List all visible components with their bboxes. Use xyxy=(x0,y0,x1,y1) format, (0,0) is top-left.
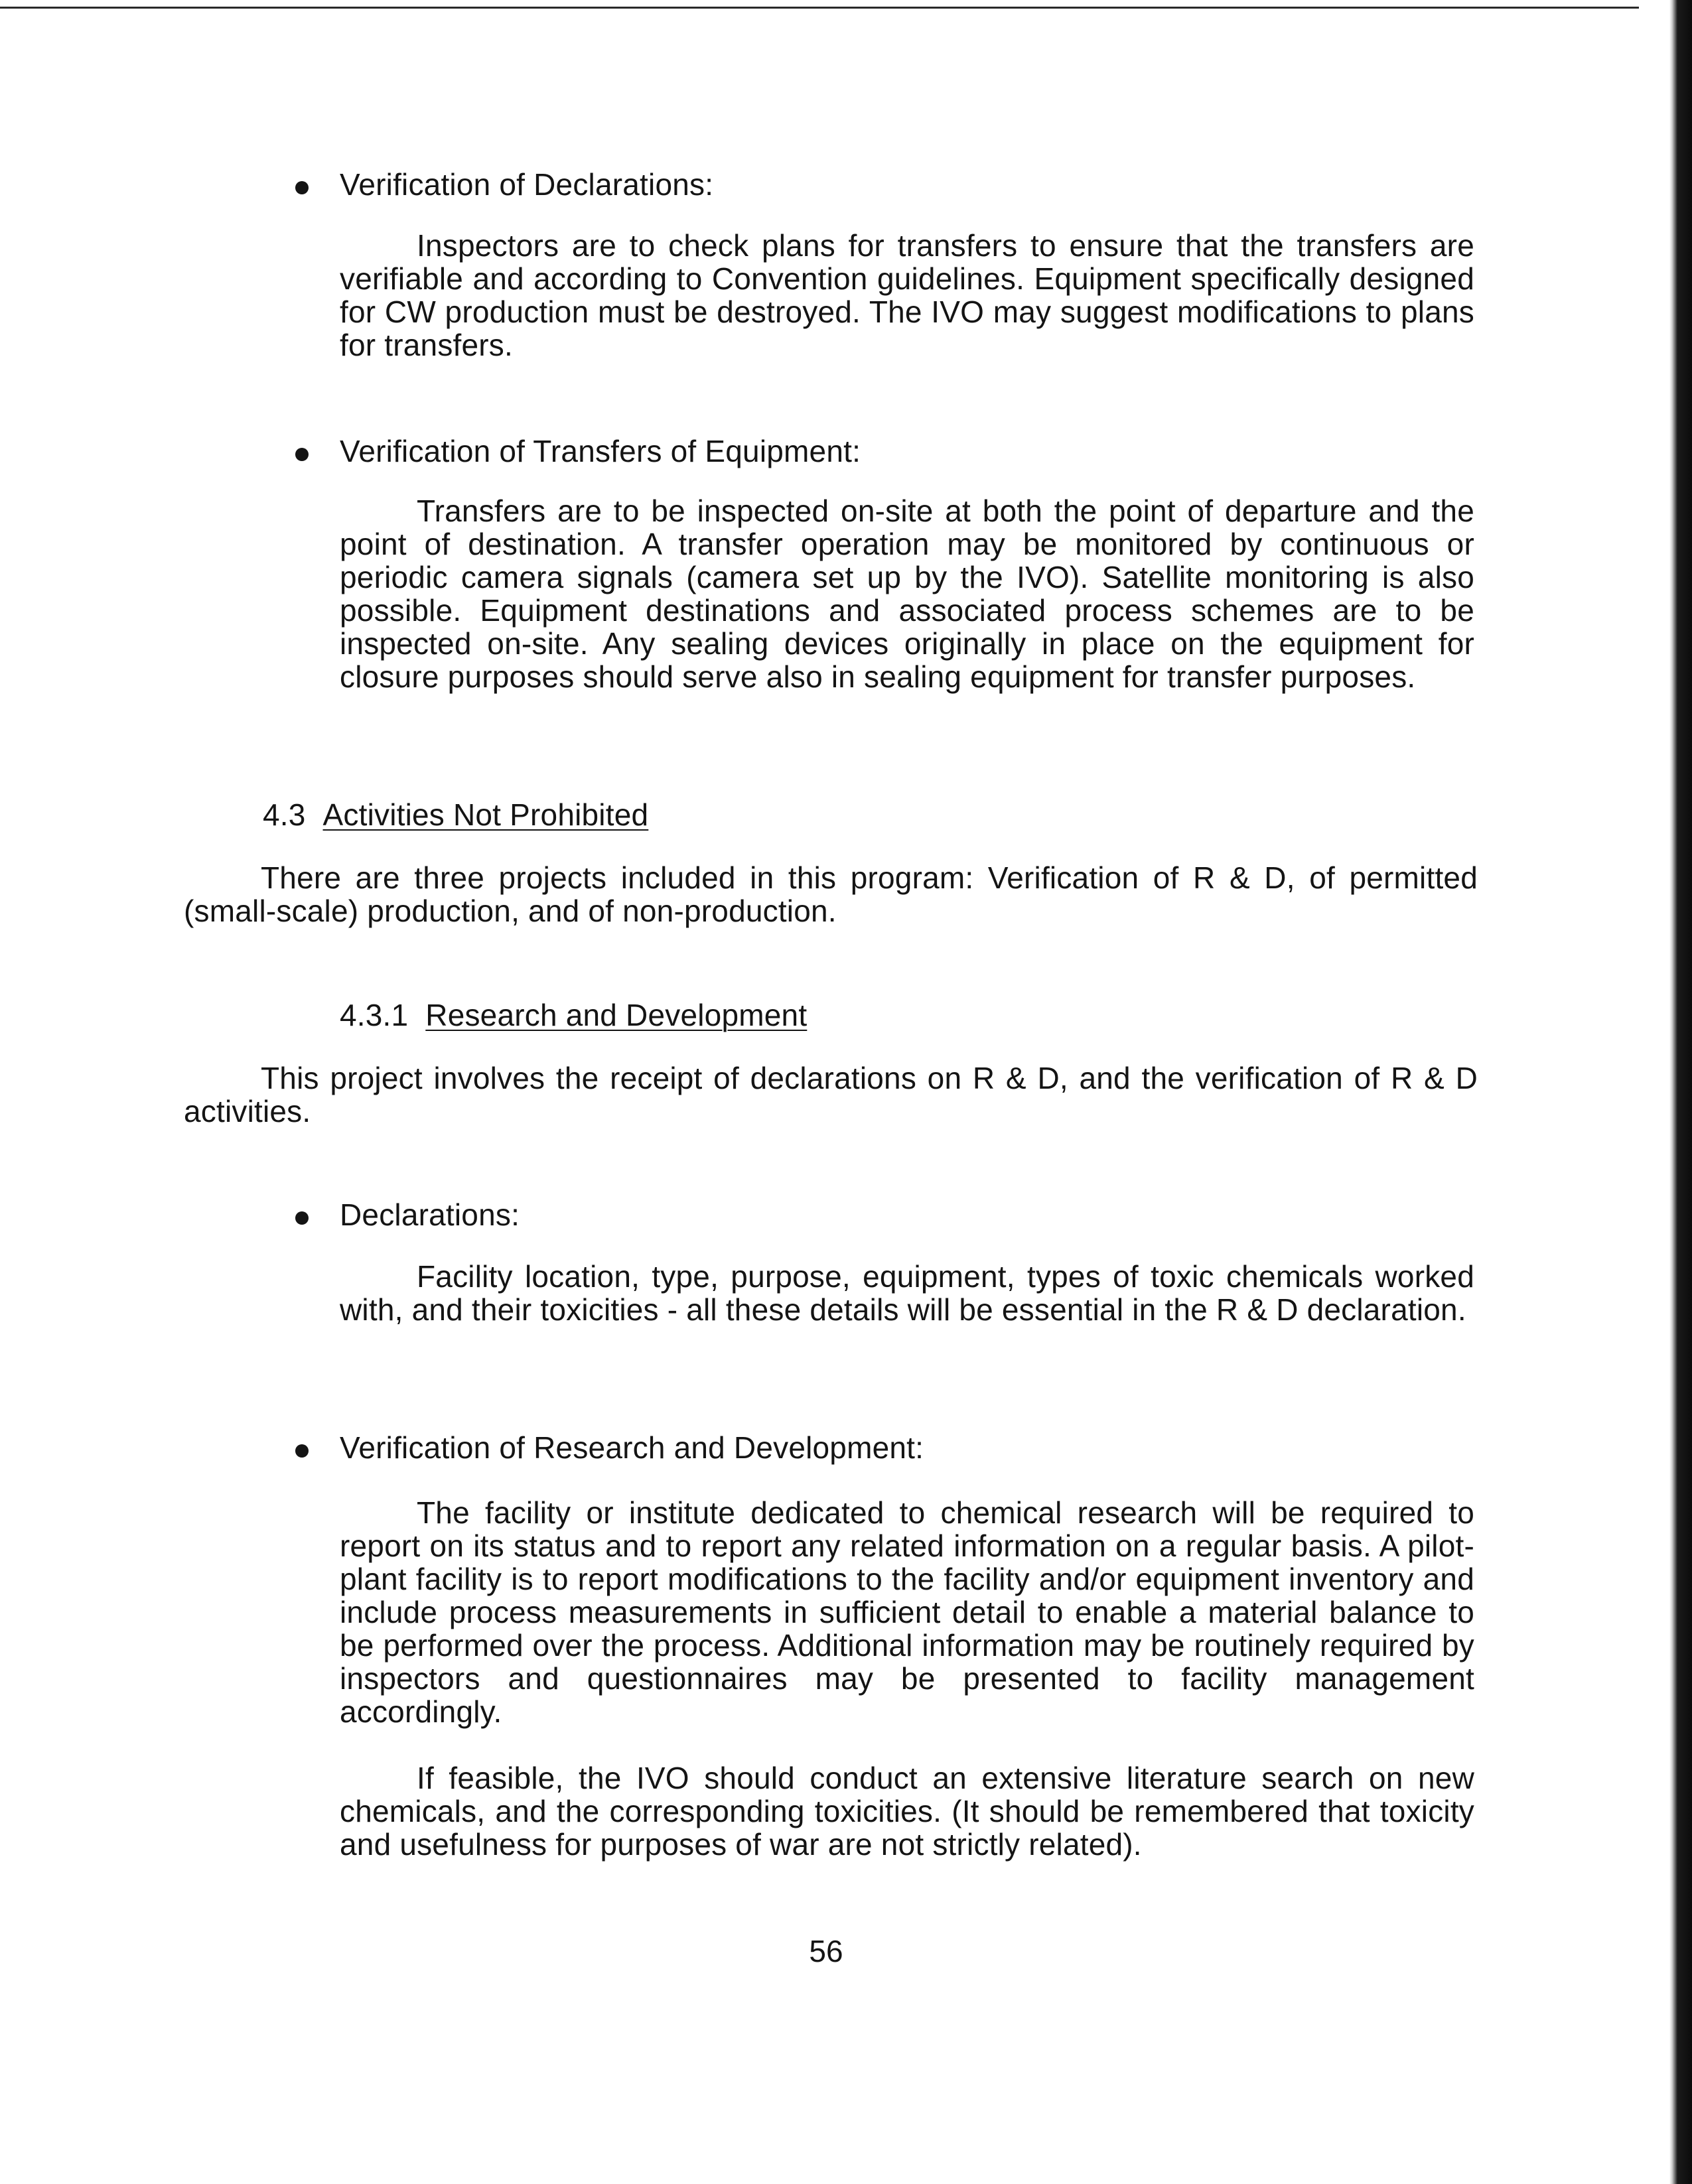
paragraph-text: Inspectors are to check plans for transfers to ensure that the transfers are verifiable and according to Convention guidelines. Equipment specifically designed for CW production must be destroyed. The IVO may suggest modifications to plans for transfers. xyxy=(340,228,1474,362)
paragraph-text: If feasible, the IVO should conduct an extensive literature search on new chemicals, and the corresponding toxicities. (It should be remembered that toxicity and usefulness for purposes of war are not strictly related). xyxy=(340,1761,1474,1862)
bullet-paragraph xyxy=(340,1260,1474,1326)
bullet-marker xyxy=(295,181,309,194)
bullet-paragraph xyxy=(340,229,1474,362)
section-title: Activities Not Prohibited xyxy=(322,797,649,832)
section-paragraph xyxy=(184,861,1478,927)
paragraph-text: There are three projects included in this program: Verification of R & D, of permitted (small-scale) production, and of non-production. xyxy=(184,860,1478,928)
subsection-heading xyxy=(340,998,807,1032)
bullet-paragraph xyxy=(340,494,1474,693)
top-rule xyxy=(0,7,1639,9)
scan-edge-shadow xyxy=(1669,0,1692,2184)
bullet-marker xyxy=(295,1211,309,1225)
section-number: 4.3 xyxy=(263,797,306,832)
paragraph-text: This project involves the receipt of declarations on R & D, and the verification of R & D activities. xyxy=(184,1061,1478,1128)
paragraph-text: The facility or institute dedicated to chemical research will be required to report on its status and to report any related information on a regular basis. A pilot-plant facility is to report modifications to the facility and/or equipment inventory and include process measurements in sufficient detail to enable a material balance to be performed over the process. Additional information may be routinely required by inspectors and questionnaires may be presented to facility management accordingly. xyxy=(340,1495,1474,1729)
subsection-number: 4.3.1 xyxy=(340,998,409,1032)
bullet-paragraph xyxy=(340,1761,1474,1861)
paragraph-text: Transfers are to be inspected on-site at both the point of departure and the point of destination. A transfer operation may be monitored by continuous or periodic camera signals (camera set up by the IVO). Satellite monitoring is also possible. Equipment destinations and associated process schemes are to be inspected on-site. Any sealing devices originally in place on the equipment for closure purposes should serve also in sealing equipment for transfer purposes. xyxy=(340,494,1474,694)
bullet-marker xyxy=(295,448,309,461)
section-paragraph xyxy=(184,1061,1478,1128)
bullet-heading: Verification of Declarations: xyxy=(340,167,714,202)
paragraph-text: Facility location, type, purpose, equipment, types of toxic chemicals worked with, and their toxicities - all these details will be essential in the R & D declaration. xyxy=(340,1259,1474,1327)
bullet-heading: Verification of Research and Development: xyxy=(340,1430,924,1465)
bullet-heading: Verification of Transfers of Equipment: xyxy=(340,434,861,468)
bullet-marker xyxy=(295,1444,309,1458)
bullet-paragraph xyxy=(340,1496,1474,1728)
subsection-title: Research and Development xyxy=(425,998,808,1032)
section-heading xyxy=(263,798,648,831)
page-number: 56 xyxy=(809,1934,843,1968)
bullet-heading: Declarations: xyxy=(340,1197,520,1232)
